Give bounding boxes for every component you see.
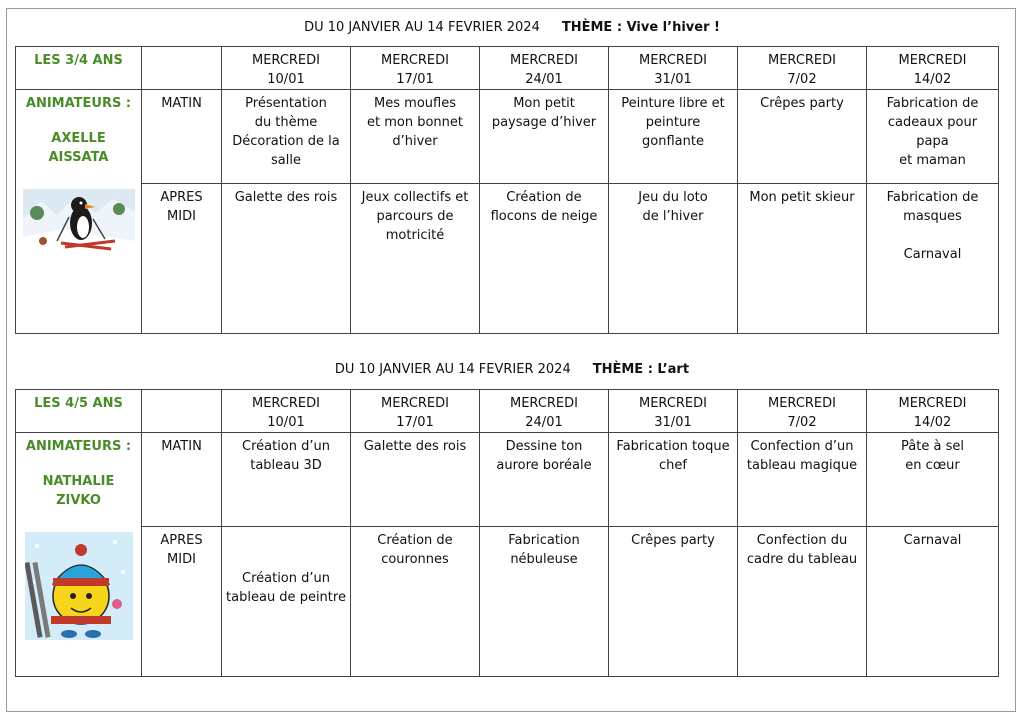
apres-midi-row xyxy=(16,184,999,334)
activity-cell xyxy=(738,433,867,527)
day-header xyxy=(480,390,609,433)
activity-line: salle xyxy=(271,153,301,168)
activity-line: Décoration de la xyxy=(232,134,340,149)
activity-line: Fabrication de xyxy=(886,96,979,111)
activity-cell xyxy=(222,527,351,677)
activity-line: Confection d’un xyxy=(750,439,854,454)
age-group: LES 3/4 ANS xyxy=(16,47,142,90)
activity-line: paysage d’hiver xyxy=(491,115,597,130)
activity-cell xyxy=(480,527,609,677)
activity-line: cadeaux pour papa xyxy=(887,115,978,149)
activity-line: parcours de xyxy=(376,209,454,224)
little-miss-ski-icon xyxy=(25,532,133,640)
apres-label-line: APRES xyxy=(160,190,203,205)
activity-line: Crêpes party xyxy=(631,533,715,548)
animateur-name: ZIVKO xyxy=(56,493,101,508)
animateur-name: AXELLE xyxy=(51,131,106,146)
apres-label-line: MIDI xyxy=(167,552,196,567)
day-date: 17/01 xyxy=(396,72,434,87)
day-name: MERCREDI xyxy=(898,53,967,68)
apres-label-line: MIDI xyxy=(167,209,196,224)
activity-line xyxy=(871,226,994,245)
theme-label: THÈME : xyxy=(561,20,627,35)
activity-line: cadre du tableau xyxy=(746,552,858,567)
activity-line: couronnes xyxy=(381,552,449,567)
planning-table-2 xyxy=(15,389,999,677)
activity-line: Galette des rois xyxy=(363,439,467,454)
activity-cell xyxy=(222,184,351,334)
apres-midi-label xyxy=(142,184,222,334)
activity-line: Fabrication de xyxy=(886,190,979,205)
day-header xyxy=(351,47,480,90)
day-name: MERCREDI xyxy=(252,396,320,411)
activity-line: aurore boréale xyxy=(496,458,592,473)
activity-line: Carnaval xyxy=(903,247,962,262)
period-heading-2 xyxy=(0,362,1024,377)
activity-cell xyxy=(738,184,867,334)
day-date: 7/02 xyxy=(787,415,817,430)
activity-line: et mon bonnet xyxy=(367,115,463,130)
activity-line: tableau magique xyxy=(746,458,858,473)
activity-cell xyxy=(609,184,738,334)
activity-line: Création d’un xyxy=(242,439,330,454)
days-header-row xyxy=(16,390,999,433)
activity-cell xyxy=(480,90,609,184)
activity-line: Création d’un xyxy=(242,571,330,586)
activity-line: Création de xyxy=(377,533,453,548)
period-heading-1 xyxy=(0,20,1024,35)
day-header xyxy=(738,47,867,90)
day-header xyxy=(609,390,738,433)
activity-cell xyxy=(867,184,999,334)
day-header xyxy=(738,390,867,433)
activity-line: tableau de peintre xyxy=(226,590,346,605)
theme-label: THÈME : xyxy=(592,362,658,377)
activity-cell xyxy=(738,90,867,184)
matin-row xyxy=(16,433,999,527)
activity-line: de l’hiver xyxy=(642,209,704,224)
activity-line: Crêpes party xyxy=(760,96,844,111)
empty-header-cell xyxy=(142,47,222,90)
activity-line: Fabrication toque xyxy=(616,439,730,454)
activity-line: Dessine ton xyxy=(505,439,583,454)
activity-line: Présentation xyxy=(245,96,327,111)
activity-line: Fabrication xyxy=(508,533,580,548)
day-date: 31/01 xyxy=(654,72,692,87)
matin-label: MATIN xyxy=(142,90,222,184)
activity-cell xyxy=(480,433,609,527)
day-date: 10/01 xyxy=(267,415,305,430)
matin-label: MATIN xyxy=(142,433,222,527)
activity-cell xyxy=(351,527,480,677)
activity-cell xyxy=(867,90,999,184)
day-name: MERCREDI xyxy=(510,396,578,411)
activity-cell xyxy=(738,527,867,677)
activity-line: du thème xyxy=(254,115,318,130)
activity-line: tableau 3D xyxy=(250,458,322,473)
activity-line: peinture gonflante xyxy=(642,115,704,149)
animateurs-cell xyxy=(16,433,142,677)
animateur-name: NATHALIE xyxy=(42,474,115,489)
activity-cell xyxy=(351,90,480,184)
activity-line: Jeu du loto xyxy=(638,190,708,205)
animateur-name: AISSATA xyxy=(48,150,109,165)
day-date: 17/01 xyxy=(396,415,434,430)
day-header xyxy=(222,390,351,433)
days-header-row xyxy=(16,47,999,90)
activity-line: flocons de neige xyxy=(490,209,598,224)
planning-table-1 xyxy=(15,46,999,334)
day-header xyxy=(480,47,609,90)
day-name: MERCREDI xyxy=(898,396,967,411)
penguin-skier-icon xyxy=(23,189,135,259)
day-date: 24/01 xyxy=(525,72,563,87)
activity-line: Pâte à sel xyxy=(901,439,964,454)
day-name: MERCREDI xyxy=(639,53,707,68)
day-date: 10/01 xyxy=(267,72,305,87)
day-date: 31/01 xyxy=(654,415,692,430)
animateurs-label: ANIMATEURS : xyxy=(25,96,132,111)
activity-line: Galette des rois xyxy=(234,190,338,205)
day-name: MERCREDI xyxy=(768,53,836,68)
animateurs-cell xyxy=(16,90,142,334)
activity-line: Mon petit xyxy=(513,96,575,111)
activity-line: Mes moufles xyxy=(374,96,456,111)
day-name: MERCREDI xyxy=(639,396,707,411)
activity-line: en cœur xyxy=(905,458,960,473)
activity-line: Mon petit skieur xyxy=(749,190,855,205)
activity-cell xyxy=(609,433,738,527)
day-name: MERCREDI xyxy=(768,396,836,411)
activity-line: Peinture libre et xyxy=(621,96,725,111)
empty-header-cell xyxy=(142,390,222,433)
activity-line: chef xyxy=(659,458,687,473)
day-header xyxy=(222,47,351,90)
apres-midi-label xyxy=(142,527,222,677)
age-group: LES 4/5 ANS xyxy=(16,390,142,433)
activity-line: Confection du xyxy=(756,533,848,548)
apres-label-line: APRES xyxy=(160,533,203,548)
day-name: MERCREDI xyxy=(510,53,578,68)
activity-line: d’hiver xyxy=(392,134,438,149)
activity-line: masques xyxy=(903,209,962,224)
activity-cell xyxy=(609,90,738,184)
day-header xyxy=(351,390,480,433)
activity-cell xyxy=(351,433,480,527)
matin-row xyxy=(16,90,999,184)
theme-name: L’art xyxy=(657,362,690,377)
day-header xyxy=(867,390,999,433)
period-text: DU 10 JANVIER AU 14 FEVRIER 2024 xyxy=(334,362,571,377)
activity-line xyxy=(226,531,346,550)
activity-line: nébuleuse xyxy=(510,552,578,567)
day-date: 14/02 xyxy=(913,72,952,87)
day-name: MERCREDI xyxy=(252,53,320,68)
activity-cell xyxy=(867,433,999,527)
day-name: MERCREDI xyxy=(381,53,449,68)
activity-line: Création de xyxy=(506,190,582,205)
activity-line: Carnaval xyxy=(903,533,962,548)
activity-line xyxy=(226,550,346,569)
day-name: MERCREDI xyxy=(381,396,449,411)
apres-midi-row xyxy=(16,527,999,677)
activity-cell xyxy=(222,90,351,184)
activity-cell xyxy=(480,184,609,334)
day-header xyxy=(609,47,738,90)
day-date: 24/01 xyxy=(525,415,563,430)
theme-name: Vive l’hiver ! xyxy=(626,20,720,35)
day-date: 14/02 xyxy=(913,415,952,430)
animateurs-label: ANIMATEURS : xyxy=(25,439,132,454)
activity-line: Jeux collectifs et xyxy=(361,190,469,205)
day-date: 7/02 xyxy=(787,72,817,87)
activity-line: motricité xyxy=(385,228,445,243)
activity-cell xyxy=(609,527,738,677)
activity-cell xyxy=(351,184,480,334)
activity-cell xyxy=(867,527,999,677)
day-header xyxy=(867,47,999,90)
activity-line: et maman xyxy=(899,153,966,168)
period-text: DU 10 JANVIER AU 14 FEVRIER 2024 xyxy=(304,20,540,35)
activity-cell xyxy=(222,433,351,527)
